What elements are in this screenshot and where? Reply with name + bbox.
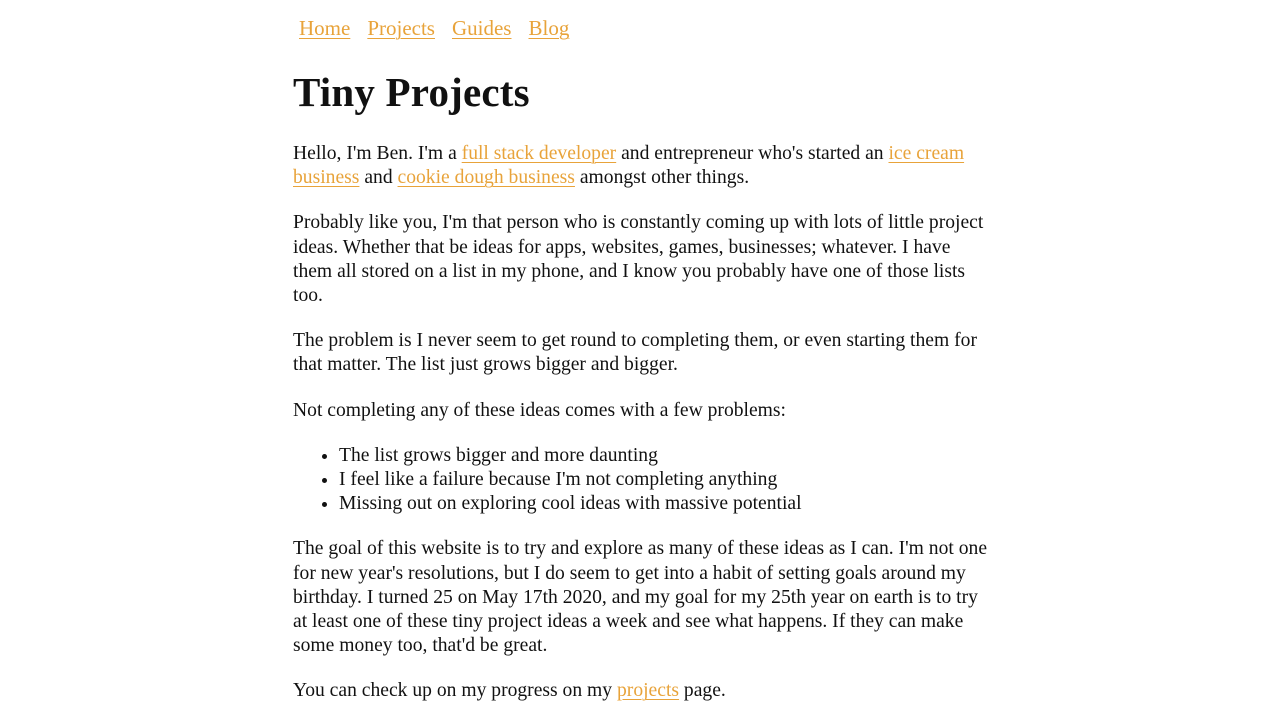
page-title: Tiny Projects (293, 69, 530, 115)
list-item: • Missing out on exploring cool ideas with massive potential (339, 492, 993, 516)
main-content (293, 142, 993, 725)
problem-paragraph: The problem is I never seem to get round to completing them, or even starting them for that matter. The list just grows bigger and bigger. (293, 330, 977, 376)
intro-paragraph (293, 142, 993, 190)
list-item: • I feel like a failure because I'm not completing anything (339, 468, 993, 492)
nav-link-blog[interactable]: Blog (528, 16, 570, 40)
progress-text-1: You can check up on my progress on my (293, 680, 617, 702)
top-nav (299, 14, 569, 42)
projects-link[interactable]: projects (617, 680, 680, 702)
list-item: • The list grows bigger and more daunting (339, 444, 993, 468)
nav-link-projects[interactable]: Projects (367, 16, 435, 40)
goal-paragraph: The goal of this website is to try and explore as many of these ideas as I can. I'm not one for new year's resolutions, but I do seem to get into a habit of setting goals around my birthday. I turned 25 on May 17th 2020, and my goal for my 25th year on earth is to try at least one of these tiny project ideas a week and see what happens. If they can make some money too, that'd be great. (293, 538, 988, 657)
intro-text-4: amongst other things. (574, 167, 750, 189)
cookie-dough-business-link[interactable]: cookie dough business (397, 167, 575, 189)
problems-list (293, 444, 993, 517)
nav-link-guides[interactable]: Guides (451, 16, 512, 40)
ideas-paragraph: Probably like you, I'm that person who is constantly coming up with lots of little project ideas. Whether that be ideas for apps, websites, games, businesses; whatever. I have them all stored on a list in my phone, and I know you probably have one of those lists too. (293, 212, 984, 307)
intro-text-3: and (359, 167, 398, 189)
intro-text-1: Hello, I'm Ben. I'm a (293, 143, 462, 164)
full-stack-developer-link[interactable]: full stack developer (461, 143, 617, 164)
ice-cream-business-link[interactable]: ice cream business (293, 143, 965, 189)
progress-paragraph (293, 679, 993, 703)
nav-link-home[interactable]: Home (299, 16, 351, 40)
progress-text-2: page. (679, 680, 726, 702)
intro-text-2: and entrepreneur who's started an (616, 143, 889, 164)
problems-intro-paragraph: Not completing any of these ideas comes with a few problems: (293, 399, 786, 421)
